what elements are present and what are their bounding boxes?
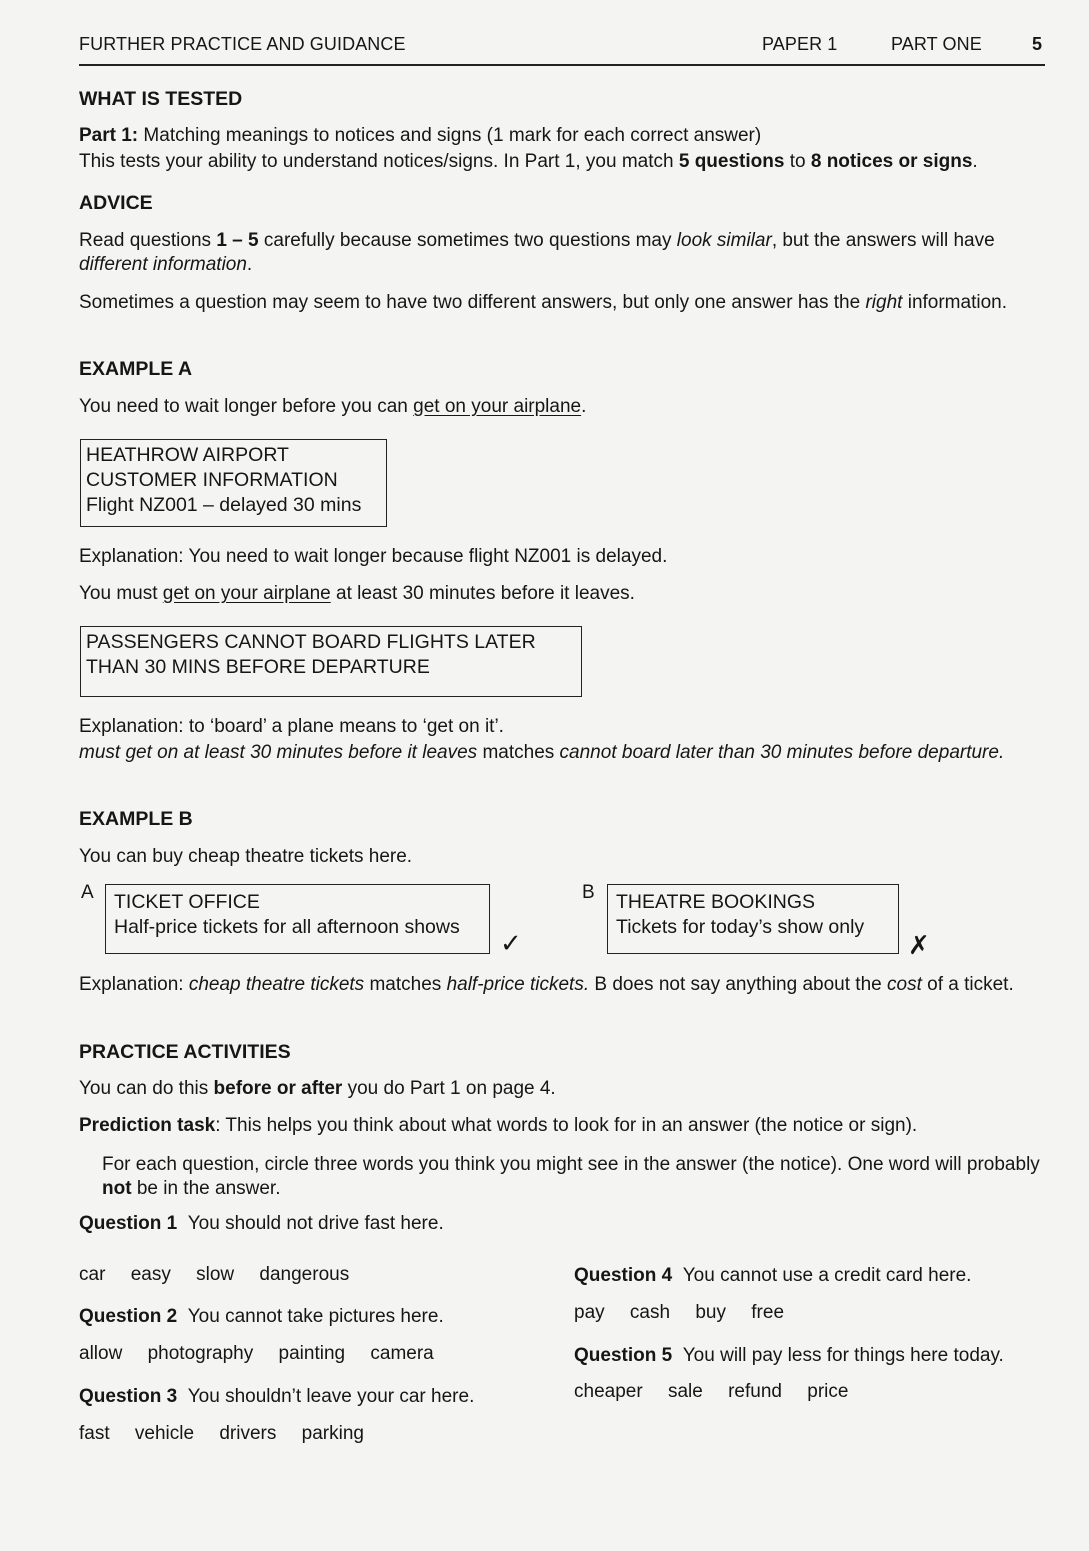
word-option[interactable]: car (79, 1264, 106, 1285)
word-option[interactable]: cheaper (574, 1381, 643, 1402)
word-option[interactable]: pay (574, 1302, 605, 1323)
question-2: Question 2 You cannot take pictures here. (79, 1306, 444, 1327)
cross-mark-icon: ✗ (908, 930, 930, 960)
sign-ticket-office: TICKET OFFICE Half-price tickets for all afternoon shows (105, 884, 490, 954)
question-1: Question 1 You should not drive fast here. (79, 1213, 444, 1234)
example-b-heading: EXAMPLE B (79, 808, 193, 830)
question-5-words (574, 1381, 868, 1403)
practice-activities-heading: PRACTICE ACTIVITIES (79, 1041, 291, 1063)
check-mark-icon: ✓ (500, 928, 522, 958)
part1-description: Part 1: Matching meanings to notices and signs (1 mark for each correct answer) (79, 125, 762, 146)
practice-intro: You can do this before or after you do Part 1 on page 4. (79, 1078, 556, 1099)
word-option[interactable]: dangerous (259, 1264, 350, 1285)
word-option[interactable]: cash (629, 1302, 671, 1323)
header-rule (79, 64, 1045, 66)
question-4-words (574, 1302, 804, 1324)
what-is-tested-heading: WHAT IS TESTED (79, 88, 243, 110)
word-option[interactable]: buy (695, 1302, 726, 1323)
question-5: Question 5 You will pay less for things here today. (574, 1345, 1004, 1366)
example-a-must-statement: You must get on your airplane at least 30 minutes before it leaves. (79, 583, 635, 604)
option-b-label: B (582, 882, 595, 903)
document-page (79, 0, 1045, 1551)
running-header-title: FURTHER PRACTICE AND GUIDANCE (79, 34, 406, 54)
running-header-paper: PAPER 1 (762, 34, 838, 54)
example-a-question: You need to wait longer before you can get on your airplane. (79, 396, 587, 417)
word-option[interactable]: drivers (219, 1423, 277, 1444)
word-option[interactable]: refund (728, 1381, 782, 1402)
advice-heading: ADVICE (79, 192, 153, 214)
word-option[interactable]: allow (79, 1343, 123, 1364)
part1-explanation: This tests your ability to understand notices/signs. In Part 1, you match 5 questions to 8 notices or signs. (79, 151, 978, 172)
word-option[interactable]: painting (278, 1343, 346, 1364)
page-number: 5 (1032, 34, 1043, 54)
example-a-explanation-2: Explanation: to ‘board’ a plane means to ‘get on it’. (79, 716, 504, 737)
question-3: Question 3 You shouldn’t leave your car here. (79, 1386, 475, 1407)
example-a-explanation-3: must get on at least 30 minutes before it leaves matches cannot board later than 30 minutes before departure. (79, 742, 1005, 763)
question-1-words (79, 1264, 369, 1286)
word-option[interactable]: price (807, 1381, 849, 1402)
example-b-question: You can buy cheap theatre tickets here. (79, 846, 413, 867)
option-a-label: A (81, 882, 94, 903)
prediction-task: Prediction task: This helps you think about what words to look for in an answer (the notice or sign). (79, 1115, 918, 1136)
question-3-words (79, 1423, 384, 1445)
advice-paragraph-1: Read questions 1 – 5 carefully because sometimes two questions may look similar, but the answers will have different information. (79, 230, 995, 275)
sign-theatre-bookings: THEATRE BOOKINGS Tickets for today’s show only (607, 884, 899, 954)
word-option[interactable]: sale (667, 1381, 703, 1402)
example-a-heading: EXAMPLE A (79, 358, 193, 380)
word-option[interactable]: parking (301, 1423, 364, 1444)
word-option[interactable]: camera (370, 1343, 434, 1364)
example-b-explanation: Explanation: cheap theatre tickets matches half-price tickets. B does not say anything about the cost of a ticket. (79, 974, 1014, 995)
sign-heathrow-airport: HEATHROW AIRPORT CUSTOMER INFORMATION Flight NZ001 – delayed 30 mins (80, 439, 387, 527)
question-2-words (79, 1343, 454, 1365)
advice-paragraph-2: Sometimes a question may seem to have two different answers, but only one answer has the right information. (79, 292, 1007, 313)
word-option[interactable]: fast (79, 1423, 110, 1444)
word-option[interactable]: vehicle (134, 1423, 195, 1444)
sign-passengers-cannot-board: PASSENGERS CANNOT BOARD FLIGHTS LATER THAN 30 MINS BEFORE DEPARTURE (80, 626, 582, 697)
word-option[interactable]: easy (130, 1264, 171, 1285)
question-4: Question 4 You cannot use a credit card here. (574, 1265, 972, 1286)
running-header-part: PART ONE (891, 34, 982, 54)
word-option[interactable]: photography (147, 1343, 254, 1364)
example-a-explanation-1: Explanation: You need to wait longer because flight NZ001 is delayed. (79, 546, 668, 567)
word-option[interactable]: free (751, 1302, 785, 1323)
prediction-instructions: For each question, circle three words you think you might see in the answer (the notice). One word will probably not be in the answer. (102, 1154, 1040, 1199)
word-option[interactable]: slow (196, 1264, 235, 1285)
